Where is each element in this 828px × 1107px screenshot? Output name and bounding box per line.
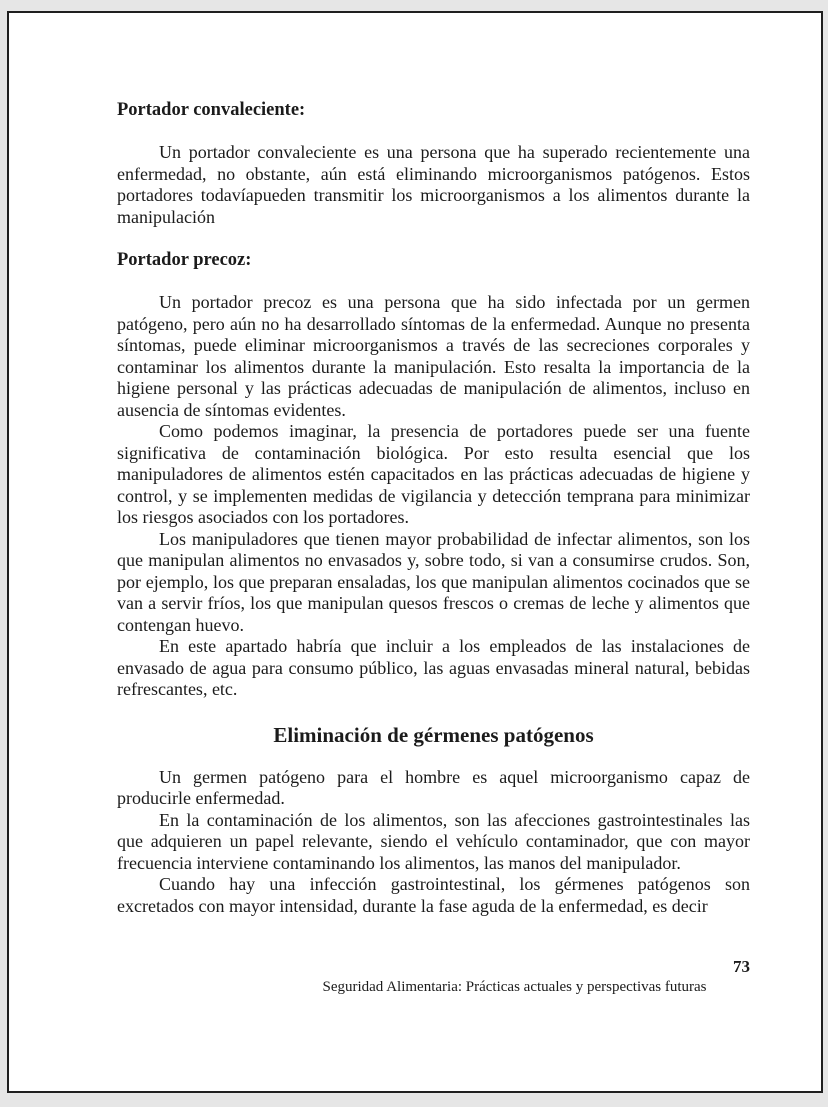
page-content [117,99,750,917]
document-page [7,11,823,1093]
paragraph-portador-precoz: Un portador precoz es una persona que ha sido infectada por un germen patógeno, pero aún no ha desarrollado síntomas de la enfermedad. Aunque no presenta síntomas, puede eliminar microorganismos a través de las secreciones corporales y contaminar los alimentos durante la manipulación. Esto resalta la importancia de la higiene personal y las prácticas adecuadas de manipulación de alimentos, incluso en ausencia de síntomas evidentes. [117,292,750,420]
paragraph-empleados-envasado: En este apartado habría que incluir a los empleados de las instalaciones de envasado de agua para consumo público, las aguas envasadas mineral natural, bebidas refrescantes, etc. [117,636,750,699]
paragraph-germen-patogeno: Un germen patógeno para el hombre es aquel microorganismo capaz de producirle enfermedad. [117,766,750,808]
paragraph-presencia-portadores: Como podemos imaginar, la presencia de portadores puede ser una fuente significativa de contaminación biológica. Por esto resulta esencial que los manipuladores de alimentos estén capacitados en las prácticas adecuadas de higiene y control, y se implementen medidas de vigilancia y detección temprana para minimizar los riesgos asociados con los portadores. [117,421,750,527]
subheading-portador-convaleciente: Portador convaleciente: [117,100,306,120]
paragraph-manipuladores-riesgo: Los manipuladores que tienen mayor probabilidad de infectar alimentos, son los que manipulan alimentos no envasados y, sobre todo, si van a consumirse crudos. Son, por ejemplo, los que preparan ensaladas, los que manipulan alimentos cocinados que se van a servir fríos, los que manipulan quesos frescos o cremas de leche y alimentos que contengan huevo. [117,528,750,635]
paragraph-portador-convaleciente: Un portador convaleciente es una persona que ha superado recientemente una enfermedad, no obstante, aún está eliminando microorganismos patógenos. Estos portadores todavíapueden transmitir los microorganismos a los alimentos durante la manipulación [117,142,750,227]
paragraph-contaminacion-alimentos: En la contaminación de los alimentos, son las afecciones gastrointestinales las que adquieren un papel relevante, siendo el vehículo contaminador, que con mayor frecuencia interviene contaminando los alimentos, las manos del manipulador. [117,809,750,873]
footer-book-title: Seguridad Alimentaria: Prácticas actuales y perspectivas futuras [322,979,707,995]
page-number: 73 [733,957,750,976]
subheading-portador-precoz: Portador precoz: [117,250,252,270]
paragraph-infeccion-gastrointestinal: Cuando hay una infección gastrointestinal, los gérmenes patógenos son excretados con mayor intensidad, durante la fase aguda de la enfermedad, es decir [117,874,750,916]
section-title-eliminacion-germenes: Eliminación de gérmenes patógenos [273,722,594,747]
page-footer [117,957,750,996]
